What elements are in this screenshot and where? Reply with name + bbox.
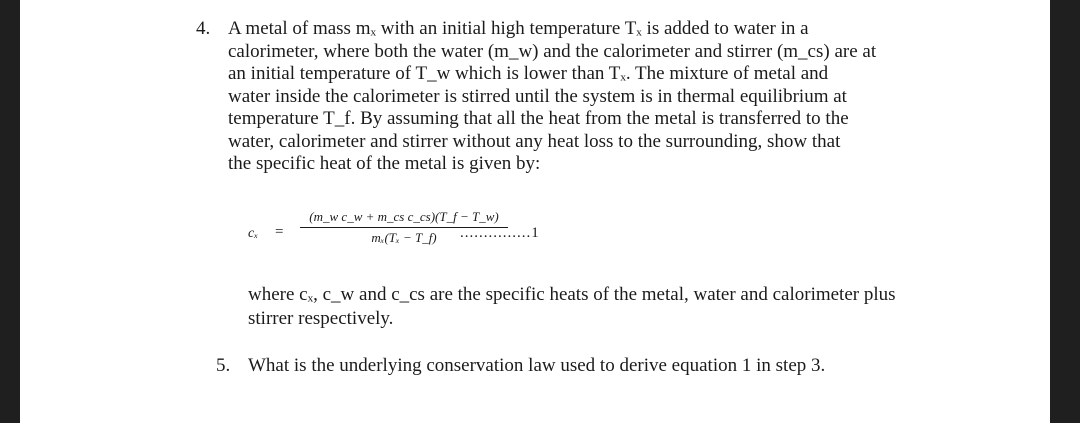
document-page — [20, 0, 1050, 423]
formula-denominator: mₓ(Tₓ − T_f) — [371, 230, 437, 245]
question-5-text: What is the underlying conservation law used to derive equation 1 in step 3. — [248, 355, 826, 376]
formula-equals: = — [275, 224, 284, 240]
where-text: where cₓ, c_w and c_cs are the specific heats of the metal, water and calorimeter plus stirrer respectively. — [248, 284, 896, 329]
equation-label: ...............1 — [460, 225, 540, 241]
question-number: 4. — [196, 18, 211, 39]
question-number: 5. — [216, 355, 231, 376]
question-text: A metal of mass mₓ with an initial high temperature Tₓ is added to water in a calorimeter, where both the water (m_w) and the calorimeter and stirrer (m_cs) are at an initial temperature of T_w which is lower than Tₓ. The mixture of metal and water inside the calorimeter is stirred until the system is in thermal equilibrium at temperature T_f. By assuming that all the heat from the metal is transferred to the water, calorimeter and stirrer without any heat loss to the surrounding, show that the specific heat of the metal is given by: — [228, 18, 877, 174]
formula-numerator: (m_w c_w + m_cs c_cs)(T_f − T_w) — [309, 209, 499, 224]
formula-lhs: cₓ — [248, 226, 259, 241]
